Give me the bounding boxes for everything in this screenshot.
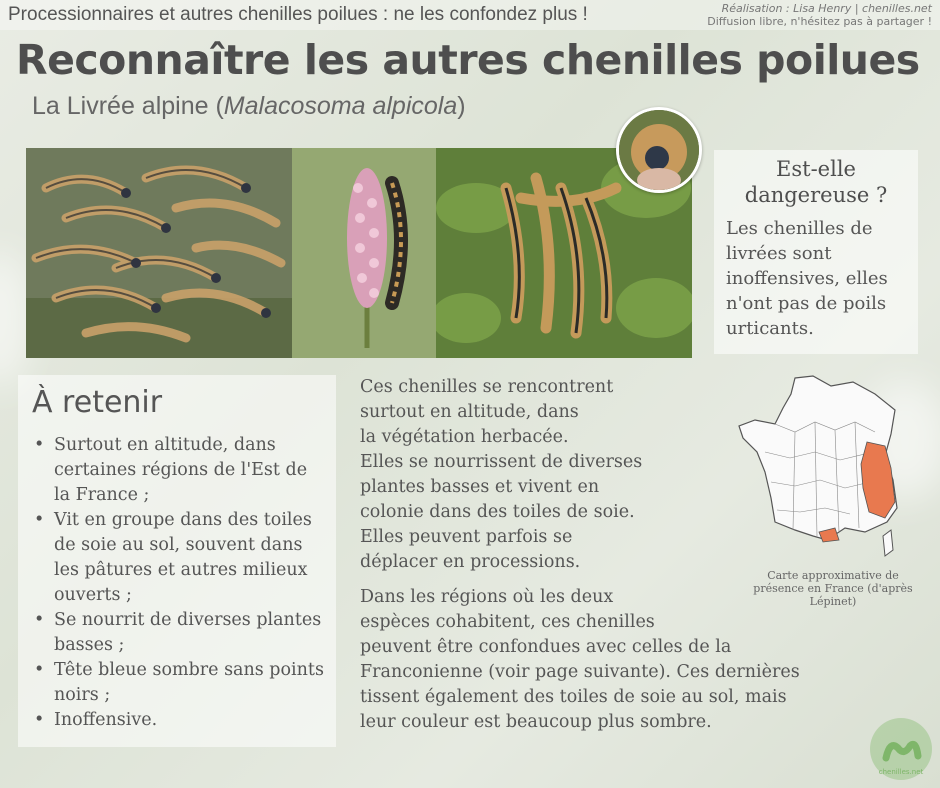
danger-answer: Les chenilles de livrées sont inoffensives, elles n'ont pas de poils urticants. — [726, 218, 888, 339]
key-point-item: • Inoffensive. — [32, 708, 326, 733]
key-point-item: • Surtout en altitude, dans certaines régions de l'Est de la France ; — [32, 433, 326, 508]
species-common-name: La Livrée alpine ( — [32, 92, 224, 120]
credit-author: Réalisation : Lisa Henry | chenilles.net — [721, 2, 932, 15]
key-points-list — [32, 433, 326, 733]
key-points-panel — [18, 375, 336, 747]
key-point-item: • Tête bleue sombre sans points noirs ; — [32, 658, 326, 708]
species-subtitle — [32, 92, 466, 121]
key-points-title: À retenir — [32, 385, 163, 420]
danger-question: Est-elle dangereuse ? — [744, 157, 888, 207]
photo-caterpillar-colony — [26, 148, 292, 358]
photo-caterpillar-on-flower — [292, 148, 436, 358]
france-distribution-map — [735, 372, 905, 562]
logo-text: chenilles.net — [878, 768, 924, 776]
page-title: Reconnaître les autres chenilles poilues — [16, 36, 920, 84]
description-paragraph-2: Dans les régions où les deux espèces cohabitent, ces chenilles peuvent être confondues avec celles de la Franconienne (voir page suivante). Ces dernières tissent également des toiles de soie au sol, mais leur couleur est beaucoup plus sombre. — [360, 587, 800, 732]
key-point-item: • Vit en groupe dans des toiles de soie au sol, souvent dans les pâtures et autres milieux ouverts ; — [32, 508, 326, 608]
photo-caterpillar-head-inset — [616, 107, 702, 193]
chenilles-net-logo — [870, 718, 932, 780]
map-caption: Carte approximative de présence en France (d'après Lépinet) — [753, 569, 913, 608]
species-latin-name: Malacosoma alpicola — [223, 92, 458, 120]
caterpillar-icon — [886, 744, 918, 758]
series-title: Processionnaires et autres chenilles poilues : ne les confondez plus ! — [8, 4, 588, 25]
species-close-paren: ) — [457, 92, 466, 120]
description-paragraph-1: Ces chenilles se rencontrent surtout en altitude, dans la végétation herbacée. Elles se nourrissent de diverses plantes basses et vivent en colonie dans des toiles de soie. Elles peuvent parfois se déplacer en processions. — [360, 377, 643, 572]
credit-license: Diffusion libre, n'hésitez pas à partager ! — [707, 15, 932, 28]
danger-panel — [714, 150, 918, 354]
key-point-item: • Se nourrit de diverses plantes basses ; — [32, 608, 326, 658]
credits — [707, 2, 932, 28]
